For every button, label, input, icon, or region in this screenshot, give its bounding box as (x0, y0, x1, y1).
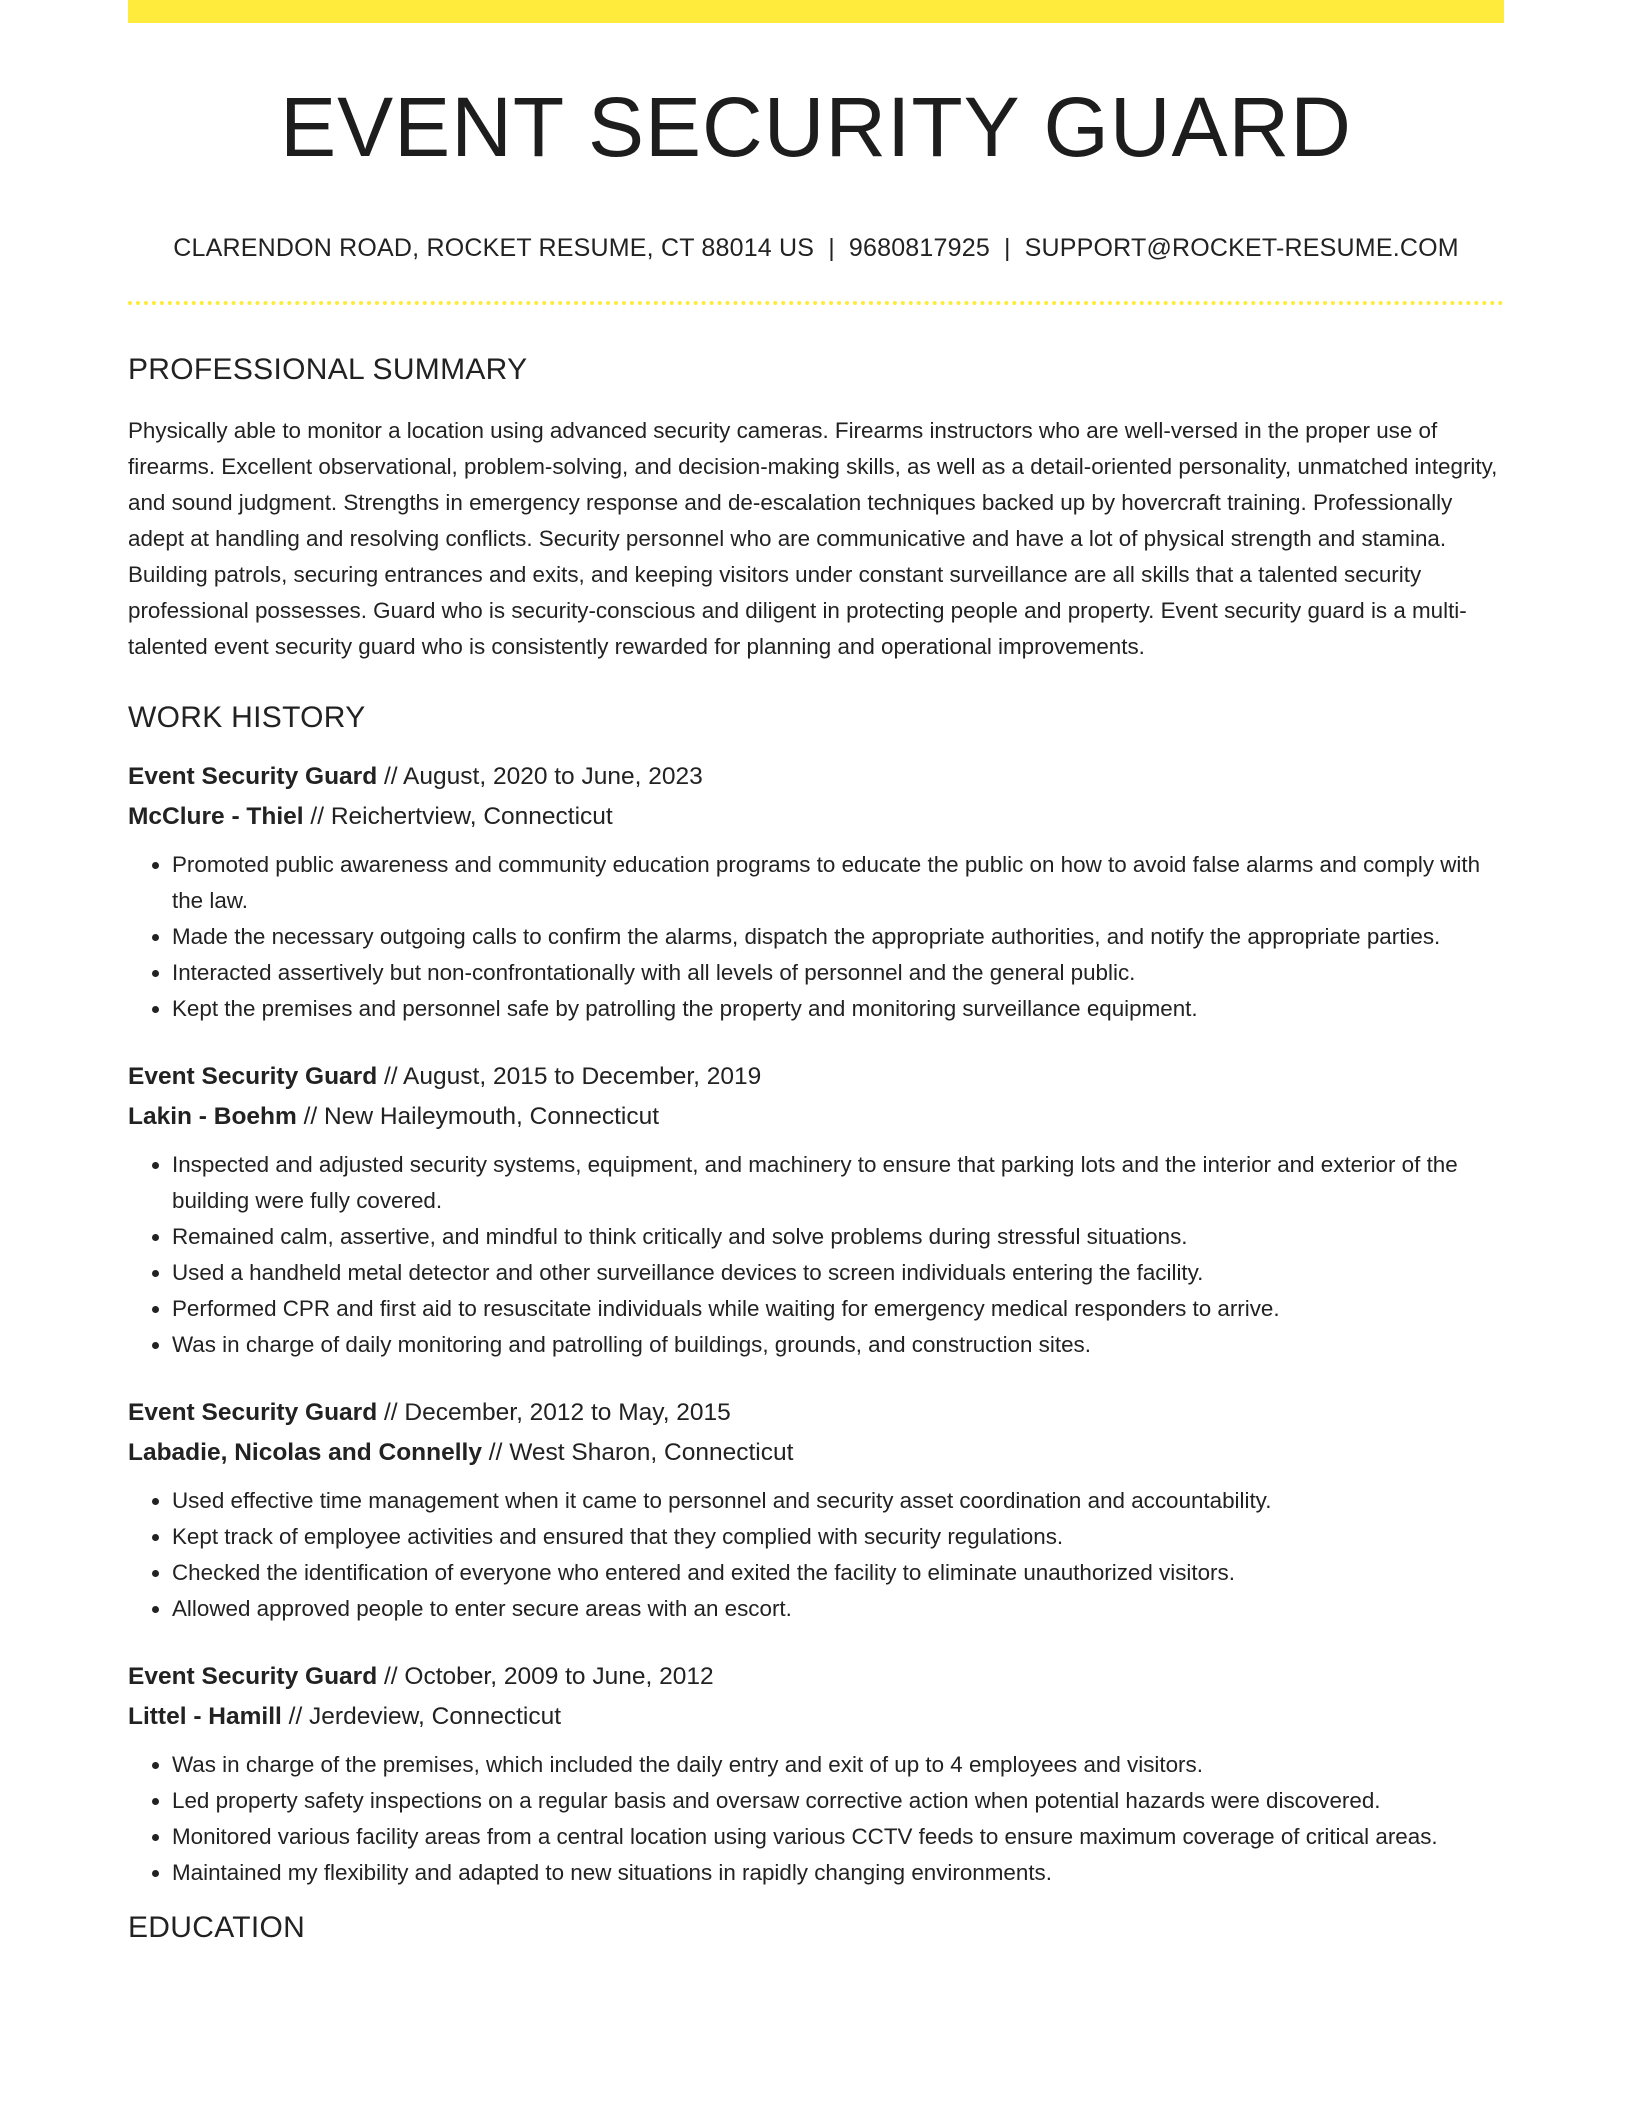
job-bullet: • Interacted assertively but non-confrontationally with all levels of personnel and the general public. (172, 955, 1504, 991)
contact-separator: | (1003, 234, 1011, 262)
job-dates: // August, 2015 to December, 2019 (383, 1063, 762, 1090)
job-company-line (128, 1097, 1504, 1137)
job-bullet-list (128, 1147, 1504, 1363)
job-location: // Reichertview, Connecticut (310, 803, 613, 830)
job-company-line (128, 797, 1504, 837)
job-bullet: • Kept the premises and personnel safe by patrolling the property and monitoring surveillance equipment. (172, 991, 1504, 1027)
job-bullet: • Checked the identification of everyone who entered and exited the facility to eliminate unauthorized visitors. (172, 1555, 1504, 1591)
contact-address: CLARENDON ROAD, ROCKET RESUME, CT 88014 US (173, 234, 815, 262)
job-bullet: • Used a handheld metal detector and other surveillance devices to screen individuals entering the facility. (172, 1255, 1504, 1291)
job-role: Event Security Guard (128, 1663, 378, 1690)
job-location: // West Sharon, Connecticut (488, 1439, 794, 1466)
job-company: McClure - Thiel (128, 803, 304, 830)
job-bullet: • Used effective time management when it came to personnel and security asset coordination and accountability. (172, 1483, 1504, 1519)
job-bullet: • Performed CPR and first aid to resuscitate individuals while waiting for emergency medical responders to arrive. (172, 1291, 1504, 1327)
job-entry (128, 1057, 1504, 1363)
job-dates: // October, 2009 to June, 2012 (383, 1663, 714, 1690)
job-entry (128, 757, 1504, 1027)
job-dates: // August, 2020 to June, 2023 (383, 763, 703, 790)
contact-separator: | (828, 234, 835, 262)
resume-title: EVENT SECURITY GUARD (280, 80, 1352, 174)
job-role: Event Security Guard (128, 763, 378, 790)
job-entry (128, 1657, 1504, 1891)
education-heading: EDUCATION (128, 1911, 306, 1944)
contact-phone: 9680817925 (848, 234, 990, 262)
job-bullet-list (128, 1483, 1504, 1627)
job-role: Event Security Guard (128, 1063, 378, 1090)
job-bullet: • Maintained my flexibility and adapted to new situations in rapidly changing environments. (172, 1855, 1504, 1891)
job-company: Labadie, Nicolas and Connelly (128, 1439, 482, 1466)
job-location: // New Haileymouth, Connecticut (303, 1103, 660, 1130)
job-bullet: • Monitored various facility areas from a central location using various CCTV feeds to ensure maximum coverage of critical areas. (172, 1819, 1504, 1855)
job-bullet: • Promoted public awareness and community education programs to educate the public on how to avoid false alarms and comply with the law. (172, 847, 1504, 919)
job-entry (128, 1393, 1504, 1627)
job-location: // Jerdeview, Connecticut (288, 1703, 561, 1730)
summary-heading: PROFESSIONAL SUMMARY (128, 353, 528, 386)
job-bullet: • Remained calm, assertive, and mindful to think critically and solve problems during stressful situations. (172, 1219, 1504, 1255)
dotted-divider (128, 301, 1504, 305)
accent-top-bar (128, 0, 1504, 23)
resume-page (128, 0, 1504, 1945)
job-bullet: • Was in charge of the premises, which included the daily entry and exit of up to 4 employees and visitors. (172, 1747, 1504, 1783)
work-history-list (128, 757, 1504, 1891)
work-history-heading: WORK HISTORY (128, 701, 366, 734)
contact-email: SUPPORT@ROCKET-RESUME.COM (1024, 234, 1459, 262)
job-bullet: • Made the necessary outgoing calls to confirm the alarms, dispatch the appropriate authorities, and notify the appropriate parties. (172, 919, 1504, 955)
job-bullet: • Allowed approved people to enter secure areas with an escort. (172, 1591, 1504, 1627)
job-dates: // December, 2012 to May, 2015 (383, 1399, 731, 1426)
job-role: Event Security Guard (128, 1399, 378, 1426)
contact-line (128, 234, 1504, 263)
job-bullet: • Was in charge of daily monitoring and patrolling of buildings, grounds, and construction sites. (172, 1327, 1504, 1363)
job-bullet: • Kept track of employee activities and ensured that they complied with security regulations. (172, 1519, 1504, 1555)
summary-text: Physically able to monitor a location using advanced security cameras. Firearms instructors who are well-versed in the proper use of firearms. Excellent observational, problem-solving, and decision-making skills, as well as a detail-oriented personality, unmatched integrity, and sound judgment. Strengths in emergency response and de-escalation techniques backed up by hovercraft training. Professionally adept at handling and resolving conflicts. Security personnel who are communicative and have a lot of physical strength and stamina. Building patrols, securing entrances and exits, and keeping visitors under constant surveillance are all skills that a talented security professional possesses. Guard who is security-conscious and diligent in protecting people and property. Event security guard is a multi-talented event security guard who is consistently rewarded for planning and operational improvements. (128, 418, 1498, 659)
job-bullet-list (128, 1747, 1504, 1891)
job-title-line (128, 1657, 1504, 1697)
job-title-line (128, 1057, 1504, 1097)
job-title-line (128, 1393, 1504, 1433)
job-bullet: • Inspected and adjusted security systems, equipment, and machinery to ensure that parking lots and the interior and exterior of the building were fully covered. (172, 1147, 1504, 1219)
job-company: Lakin - Boehm (128, 1103, 297, 1130)
job-bullet: • Led property safety inspections on a regular basis and oversaw corrective action when potential hazards were discovered. (172, 1783, 1504, 1819)
job-bullet-list (128, 847, 1504, 1027)
job-company: Littel - Hamill (128, 1703, 282, 1730)
job-title-line (128, 757, 1504, 797)
job-company-line (128, 1433, 1504, 1473)
job-company-line (128, 1697, 1504, 1737)
